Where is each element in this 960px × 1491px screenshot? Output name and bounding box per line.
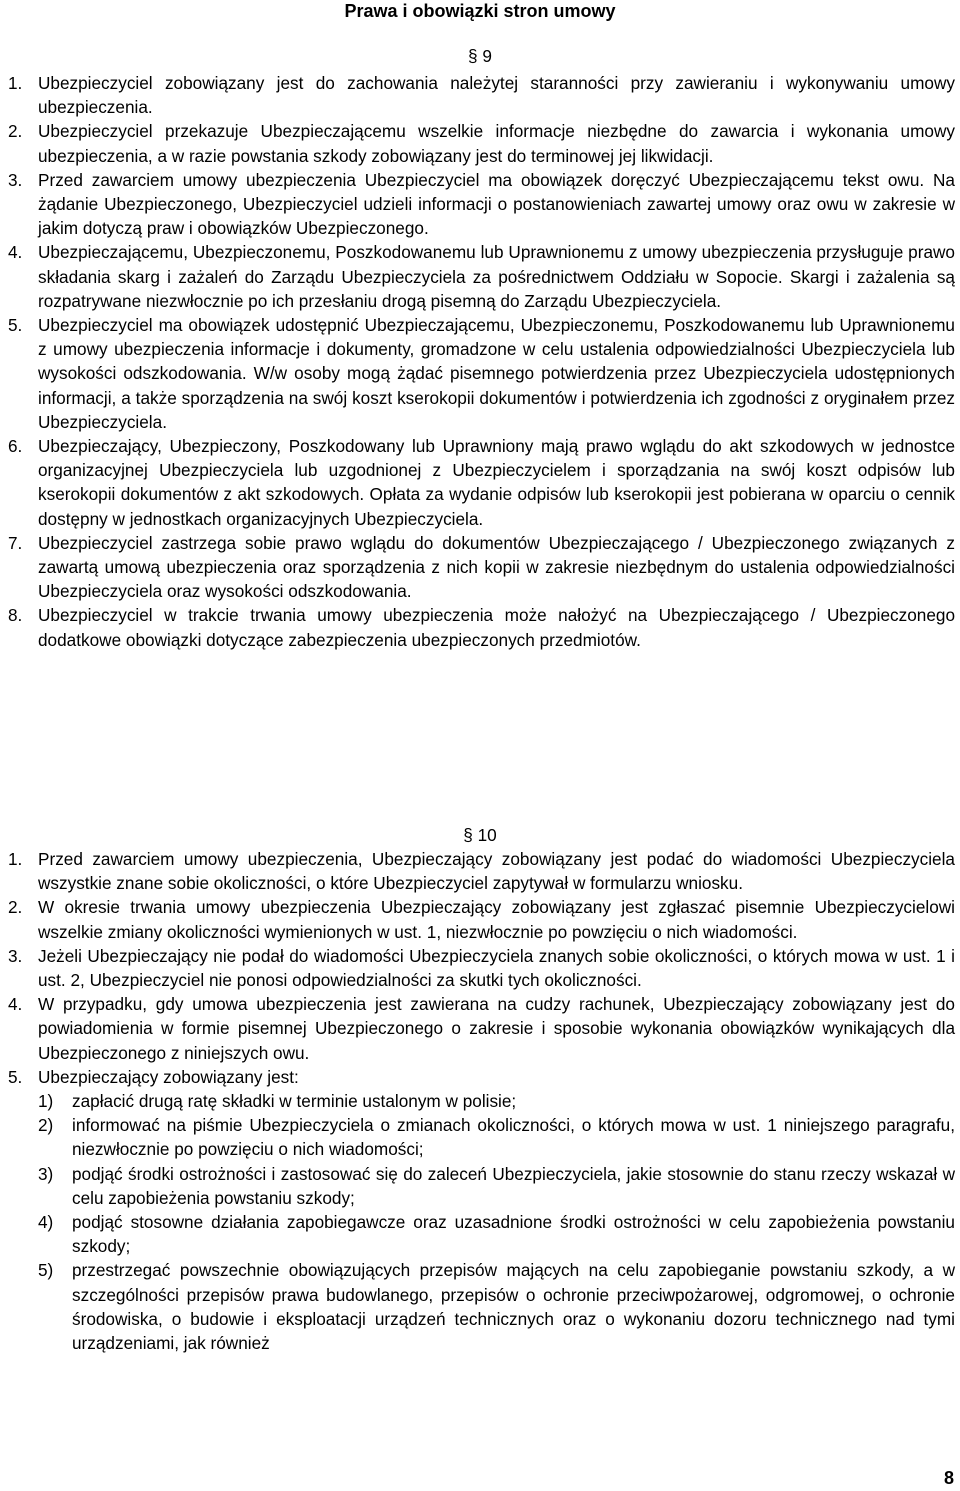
page-number: 8 [943,1468,954,1488]
item-number: 2. [8,121,23,142]
sub-item-number: 2) [38,1115,54,1136]
item-text: Ubezpieczyciel zastrzega sobie prawo wglądu do dokumentów Ubezpieczającego / Ubezpieczonego związanych z zawartą umową ubezpieczenia oraz sporządzenia z nich kopii w zakresie niezbędnym do ustalenia odpowiedzialności Ubezpieczyciela oraz wysokości odszkodowania. [38,532,955,602]
list-item [8,240,955,313]
item-text: Ubezpieczający zobowiązany jest: [38,1066,299,1087]
list-item [8,1065,955,1355]
item-number: 3. [8,945,23,966]
item-text: W przypadku, gdy umowa ubezpieczenia jest zawierana na cudzy rachunek, Ubezpieczający zobowiązany jest do powiadomienia w formie pisemnej Ubezpieczonego o zakresie i sposobie wykonania obowiązków wynikających dla Ubezpieczonego z niniejszych owu. [38,994,955,1063]
sub-list-item [38,1210,955,1258]
section-9-list [8,71,955,652]
sub-list-item [38,1162,955,1210]
list-item [8,119,955,167]
item-text: W okresie trwania umowy ubezpieczenia Ubezpieczający zobowiązany jest zgłaszać pisemnie Ubezpieczycielowi wszelkie zmiany okoliczności wymienionych w ust. 1, niezwłocznie po powzięciu o nich wiadomości. [38,897,955,942]
list-item [8,895,955,943]
item-number: 1. [8,849,23,869]
list-item [8,71,955,119]
sub-item-number: 5) [38,1260,54,1281]
sub-item-text: podjąć środki ostrożności i zastosować się do zaleceń Ubezpieczyciela, jakie stosownie do stanu rzeczy wskazał w celu zapobieżenia powstaniu szkody; [72,1163,955,1208]
list-item [8,434,955,531]
list-item [8,168,955,241]
item-text: Ubezpieczyciel ma obowiązek udostępnić Ubezpieczającemu, Ubezpieczonemu, Poszkodowanemu lub Uprawnionemu z umowy ubezpieczenia informacje i dokumenty, gromadzone w celu ustalenia odpowiedzialności Ubezpieczyciela lub wysokości odszkodowania. W/w osoby mogą żądać pisemnego potwierdzenia przez Ubezpieczyciela udostępnionych informacji, a także sporządzenia na swój koszt kserokopii dokumentów i potwierdzenia ich zgodności z oryginałem przez Ubezpieczyciela. [38,315,955,432]
sub-list-item [38,1113,955,1161]
sub-list-item [38,1089,955,1113]
sub-item-number: 4) [38,1212,54,1233]
section-heading-9: § 9 [468,46,492,66]
section-heading-10: § 10 [463,825,497,845]
sub-item-number: 3) [38,1163,54,1184]
sub-item-number: 1) [38,1091,54,1112]
item-text: Przed zawarciem umowy ubezpieczenia, Ubezpieczający zobowiązany jest podać do wiadomości Ubezpieczyciela wszystkie znane sobie okoliczności, o które Ubezpieczyciel zapytywał w formularzu wniosku. [38,849,955,894]
item-text: Ubezpieczyciel w trakcie trwania umowy ubezpieczenia może nałożyć na Ubezpieczającego / Ubezpieczonego dodatkowe obowiązki dotyczące zabezpieczenia ubezpieczonych przedmiotów. [38,605,955,650]
item-number: 8. [8,605,23,626]
item-number: 4. [8,242,23,263]
item-text: Przed zawarciem umowy ubezpieczenia Ubezpieczyciel ma obowiązek doręczyć Ubezpieczającemu tekst owu. Na żądanie Ubezpieczonego, Ubezpieczyciel udzieli informacji o postanowieniach zawartej umowy oraz owu w zakresie w jakim dotyczą praw i obowiązków Ubezpieczonego. [38,169,955,239]
sub-item-text: zapłacić drugą ratę składki w terminie ustalonym w polisie; [72,1091,517,1112]
sub-item-text: przestrzegać powszechnie obowiązujących przepisów mających na celu zapobieganie powstaniu szkody, a w szczególności przepisów prawa budowlanego, przepisów o ochronie przeciwpożarowej, odgromowej, o ochronie środowiska, o budowie i eksploatacji urządzeń technicznych oraz o wykonaniu dozoru technicznego nad tymi urządzeniami, jak również [72,1260,955,1354]
item-number: 6. [8,436,23,457]
item-text: Ubezpieczyciel zobowiązany jest do zachowania należytej staranności przy zawieraniu i wykonywaniu umowy ubezpieczenia. [38,73,955,118]
item-text: Ubezpieczającemu, Ubezpieczonemu, Poszkodowanemu lub Uprawnionemu z umowy ubezpieczenia przysługuje prawo składania skarg i zażaleń do Zarządu Ubezpieczyciela za pośrednictwem Oddziału w Sopocie. Skargi i zażalenia są rozpatrywane niezwłocznie po ich przesłaniu drogą pisemną do Zarządu Ubezpieczyciela. [38,242,955,311]
item-text: Ubezpieczyciel przekazuje Ubezpieczającemu wszelkie informacje niezbędne do zawarcia i wykonania umowy ubezpieczenia, a w razie powstania szkody zobowiązany jest do terminowej jej likwidacji. [38,121,955,166]
sub-item-text: podjąć stosowne działania zapobiegawcze oraz uzasadnione środki ostrożności w celu zapobieżenia powstaniu szkody; [72,1212,955,1257]
page-title: Prawa i obowiązki stron umowy [344,1,616,21]
list-item [8,944,955,992]
item-number: 7. [8,532,23,553]
item-number: 1. [8,73,23,93]
item-text: Ubezpieczający, Ubezpieczony, Poszkodowany lub Uprawniony mają prawo wglądu do akt szkodowych w jednostce organizacyjnej Ubezpieczyciela lub uzgodnionej z Ubezpieczycielem i sporządzania na swój koszt odpisów lub kserokopii dokumentów z akt szkodowych. Opłata za wydanie odpisów lub kserokopii jest pobierana w oparciu o cennik dostępny w jednostkach organizacyjnych Ubezpieczyciela. [38,436,955,529]
list-item [8,847,955,895]
item-number: 4. [8,994,23,1015]
list-item [8,992,955,1065]
section-10-list [8,847,955,1355]
item-number: 3. [8,169,23,190]
list-item [8,603,955,651]
sub-list [38,1089,955,1355]
item-text: Jeżeli Ubezpieczający nie podał do wiadomości Ubezpieczyciela znanych sobie okoliczności, o których mowa w ust. 1 i ust. 2, Ubezpieczyciel nie ponosi odpowiedzialności za skutki tych okoliczności. [38,945,955,991]
item-number: 5. [8,1066,23,1087]
item-number: 5. [8,315,23,336]
item-number: 2. [8,897,23,918]
list-item [8,313,955,434]
sub-list-item [38,1258,955,1355]
list-item [8,531,955,604]
sub-item-text: informować na piśmie Ubezpieczyciela o zmianach okoliczności, o których mowa w ust. 1 niniejszego paragrafu, niezwłocznie po powzięciu o nich wiadomości; [72,1115,955,1160]
